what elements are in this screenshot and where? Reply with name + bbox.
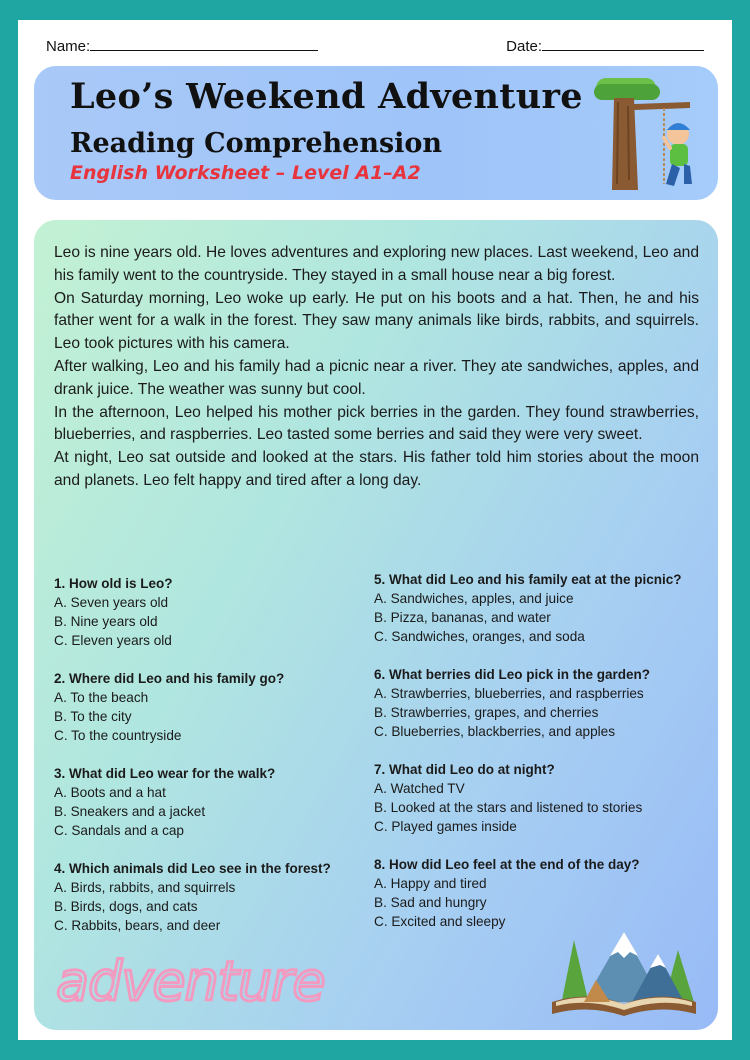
answer-option[interactable]: A. Birds, rabbits, and squirrels	[54, 880, 236, 895]
answer-option[interactable]: B. To the city	[54, 709, 132, 724]
answer-option[interactable]: B. Looked at the stars and listened to stories	[374, 800, 643, 815]
adventure-word: adventure	[56, 950, 325, 1013]
worksheet	[18, 20, 732, 1040]
answer-option[interactable]: C. Eleven years old	[54, 633, 172, 648]
answer-option[interactable]: B. Pizza, bananas, and water	[374, 610, 551, 625]
story-paragraph: On Saturday morning, Leo woke up early. He put on his boots and a hat. Then, he and his father went for a walk in the forest. They saw many animals like birds, rabbits, and squirrels. Leo took pictures with his camera.	[54, 289, 699, 353]
name-field[interactable]	[46, 36, 318, 55]
question-1	[54, 574, 374, 650]
answer-option[interactable]: B. Sad and hungry	[374, 895, 487, 910]
answer-option[interactable]: A. Sandwiches, apples, and juice	[374, 591, 574, 606]
question-3	[54, 764, 374, 840]
adventure-lettering	[52, 940, 332, 1020]
name-label: Name:	[46, 38, 91, 55]
date-field[interactable]	[506, 36, 704, 55]
question-2	[54, 669, 374, 745]
answer-option[interactable]: A. Seven years old	[54, 595, 169, 610]
story-paragraph: Leo is nine years old. He loves adventures and exploring new places. Last weekend, Leo and his family went to the countryside. They stayed in a small house near a big forest.	[54, 244, 699, 284]
question-text: 5. What did Leo and his family eat at the picnic?	[374, 572, 682, 587]
date-blank[interactable]	[542, 36, 704, 51]
name-blank[interactable]	[90, 36, 318, 51]
answer-option[interactable]: A. Strawberries, blueberries, and raspberries	[374, 686, 644, 701]
content-panel	[34, 220, 718, 1030]
mountain-book-illustration	[544, 910, 704, 1020]
answer-option[interactable]: C. Blueberries, blackberries, and apples	[374, 724, 616, 739]
question-text: 7. What did Leo do at night?	[374, 762, 555, 777]
question-text: 1. How old is Leo?	[54, 576, 173, 591]
questions-right-column	[374, 570, 694, 950]
answer-option[interactable]: B. Birds, dogs, and cats	[54, 899, 198, 914]
answer-option[interactable]: B. Sneakers and a jacket	[54, 804, 206, 819]
story-paragraph: After walking, Leo and his family had a picnic near a river. They ate sandwiches, apples, and drank juice. The weather was sunny but cool.	[54, 357, 699, 398]
answer-option[interactable]: C. Sandals and a cap	[54, 823, 184, 838]
answer-option[interactable]: A. Happy and tired	[374, 876, 487, 891]
worksheet-title: Leo’s Weekend Adventure	[70, 76, 583, 117]
answer-option[interactable]: C. Rabbits, bears, and deer	[54, 918, 221, 933]
name-date-line	[46, 36, 704, 58]
question-5	[374, 570, 694, 646]
question-text: 8. How did Leo feel at the end of the day?	[374, 857, 640, 872]
question-6	[374, 665, 694, 741]
answer-option[interactable]: C. To the countryside	[54, 728, 182, 743]
story-paragraph: At night, Leo sat outside and looked at the stars. His father told him stories about the moon and planets. Leo felt happy and tired after a long day.	[54, 449, 699, 489]
title-banner	[34, 66, 718, 200]
answer-option[interactable]: B. Strawberries, grapes, and cherries	[374, 705, 599, 720]
question-7	[374, 760, 694, 836]
question-text: 6. What berries did Leo pick in the garden?	[374, 667, 651, 682]
boy-climbing-tree-illustration	[594, 72, 704, 197]
answer-option[interactable]: A. Boots and a hat	[54, 785, 166, 800]
worksheet-subtitle: Reading Comprehension	[70, 128, 443, 159]
answer-option[interactable]: A. Watched TV	[374, 781, 465, 796]
date-label: Date:	[506, 38, 542, 55]
story-paragraph: In the afternoon, Leo helped his mother pick berries in the garden. They found strawberries, blueberries, and raspberries. Leo tasted some berries and said they were very sweet.	[54, 403, 699, 444]
question-text: 4. Which animals did Leo see in the forest?	[54, 861, 331, 876]
question-text: 2. Where did Leo and his family go?	[54, 671, 285, 686]
question-4	[54, 859, 374, 935]
answer-option[interactable]: C. Played games inside	[374, 819, 517, 834]
worksheet-level: English Worksheet – Level A1–A2	[70, 162, 421, 184]
answer-option[interactable]: C. Excited and sleepy	[374, 914, 506, 929]
answer-option[interactable]: A. To the beach	[54, 690, 149, 705]
story-text	[54, 242, 699, 493]
answer-option[interactable]: C. Sandwiches, oranges, and soda	[374, 629, 585, 644]
question-text: 3. What did Leo wear for the walk?	[54, 766, 276, 781]
answer-option[interactable]: B. Nine years old	[54, 614, 158, 629]
questions-left-column	[54, 574, 374, 954]
